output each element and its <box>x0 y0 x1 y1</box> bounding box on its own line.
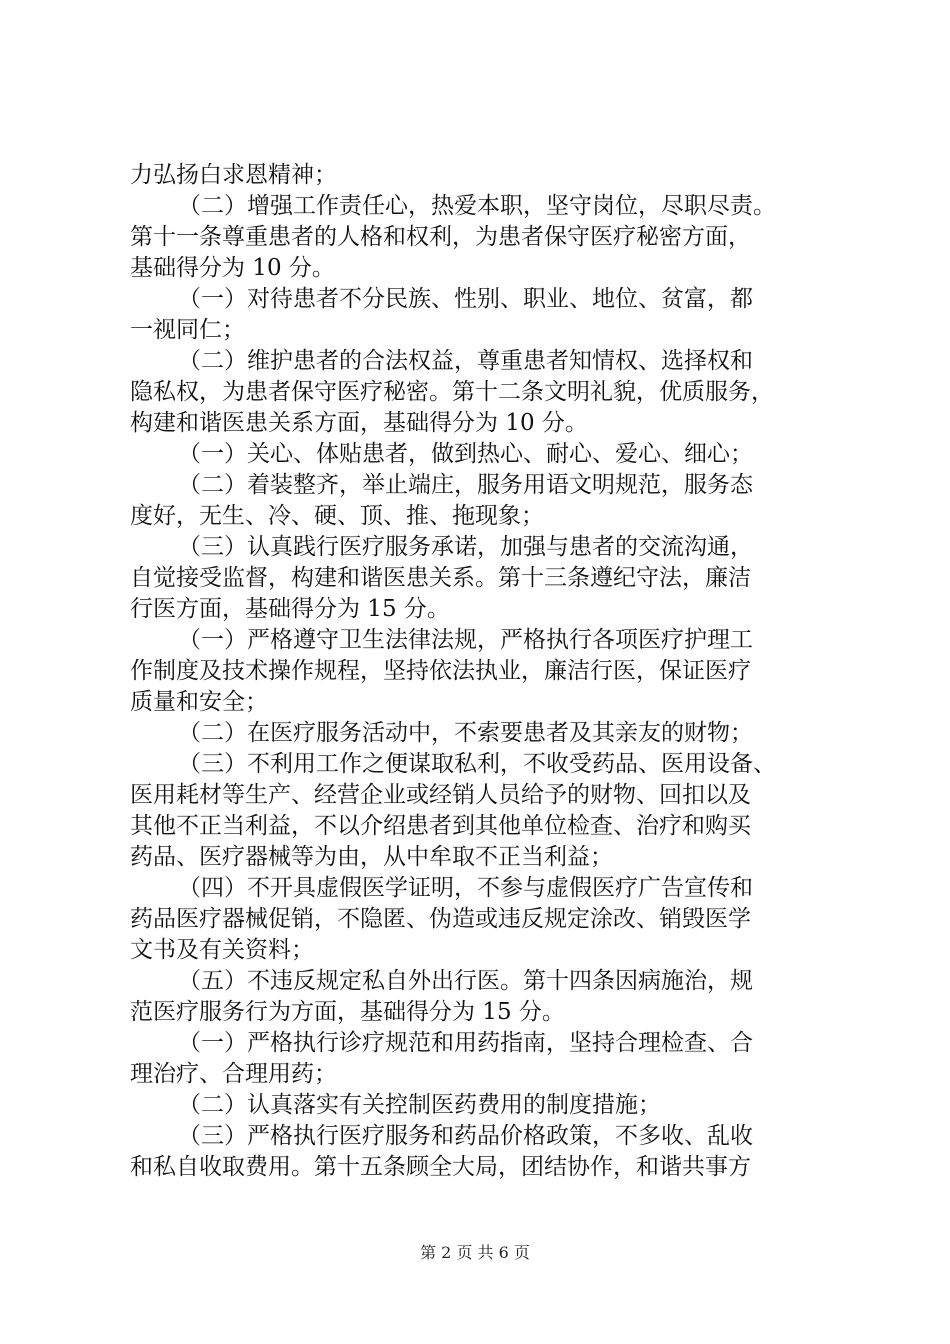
text-line: 一视同仁； <box>130 317 245 343</box>
text-line: （三）不利用工作之便谋取私利，不收受药品、医用设备、 <box>178 751 776 777</box>
text-line: （一）严格遵守卫生法律法规，严格执行各项医疗护理工 <box>178 627 753 653</box>
text-line: （三）严格执行医疗服务和药品价格政策，不多收、乱收 <box>178 1123 753 1149</box>
text-line: 作制度及技术操作规程，坚持依法执业，廉洁行医，保证医疗 <box>130 658 751 684</box>
text-line: 基础得分为 10 分。 <box>130 255 335 281</box>
text-line: 行医方面，基础得分为 15 分。 <box>130 596 450 622</box>
text-line: 药品医疗器械促销，不隐匿、伪造或违反规定涂改、销毁医学 <box>130 906 751 932</box>
text-line: （二）增强工作责任心，热爱本职，坚守岗位，尽职尽责。 <box>178 193 776 219</box>
text-line: （五）不违反规定私自外出行医。第十四条因病施治，规 <box>178 968 753 994</box>
text-line: 范医疗服务行为方面，基础得分为 15 分。 <box>130 999 565 1025</box>
text-line: 和私自收取费用。第十五条顾全大局，团结协作，和谐共事方 <box>130 1154 751 1180</box>
text-line: （一）严格执行诊疗规范和用药指南，坚持合理检查、合 <box>178 1030 753 1056</box>
text-line: （四）不开具虚假医学证明，不参与虚假医疗广告宣传和 <box>178 875 753 901</box>
page-footer: 第 2 页 共 6 页 <box>420 1243 530 1262</box>
text-line: 第十一条尊重患者的人格和权利，为患者保守医疗秘密方面， <box>130 224 751 250</box>
text-line: 度好，无生、冷、硬、顶、推、拖现象； <box>130 503 544 529</box>
text-line: （一）对待患者不分民族、性别、职业、地位、贫富，都 <box>178 286 753 312</box>
text-line: 理治疗、合理用药； <box>130 1061 337 1087</box>
text-line: （二）着装整齐，举止端庄，服务用语文明规范，服务态 <box>178 472 753 498</box>
text-line: 医用耗材等生产、经营企业或经销人员给予的财物、回扣以及 <box>130 782 751 808</box>
text-line: 隐私权，为患者保守医疗秘密。第十二条文明礼貌，优质服务， <box>130 379 774 405</box>
text-line: （一）关心、体贴患者，做到热心、耐心、爱心、细心； <box>178 441 753 467</box>
text-line: （二）维护患者的合法权益，尊重患者知情权、选择权和 <box>178 348 753 374</box>
text-line: （二）认真落实有关控制医药费用的制度措施； <box>178 1092 661 1118</box>
document-body <box>130 160 835 1183</box>
text-line: 构建和谐医患关系方面，基础得分为 10 分。 <box>130 410 588 436</box>
text-line: 药品、医疗器械等为由，从中牟取不正当利益； <box>130 844 613 870</box>
text-line: （二）在医疗服务活动中，不索要患者及其亲友的财物； <box>178 720 753 746</box>
text-line: 力弘扬白求恩精神； <box>130 162 337 188</box>
text-line: 文书及有关资料； <box>130 937 314 963</box>
text-line: 其他不正当利益，不以介绍患者到其他单位检查、治疗和购买 <box>130 813 751 839</box>
text-line: 质量和安全； <box>130 689 268 715</box>
text-line: 自觉接受监督，构建和谐医患关系。第十三条遵纪守法，廉洁 <box>130 565 751 591</box>
text-line: （三）认真践行医疗服务承诺，加强与患者的交流沟通， <box>178 534 753 560</box>
